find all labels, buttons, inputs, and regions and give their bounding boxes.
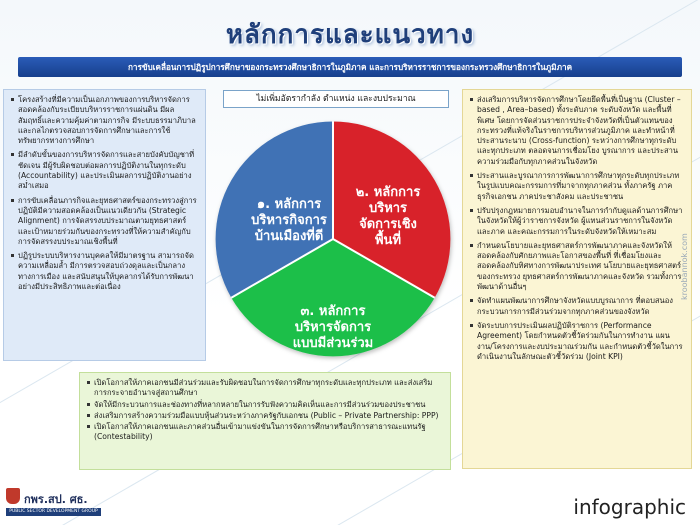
footer-label: infographic [573, 495, 686, 519]
seal-icon [6, 488, 20, 504]
organization-logo [6, 488, 101, 520]
pie-label-governance [236, 197, 342, 245]
left-panel-item: มีลำดับขั้นของการบริหารจัดการและสายบังคับบัญชาที่ชัดเจน มีผู้รับผิดชอบต่อผลการปฏิบัติงานในทุกระดับ (Accountability) และประเมินผลการปฏิบัติงานอย่างสม่ำเสมอ [18, 150, 198, 191]
right-panel-item: กำหนดนโยบายและยุทธศาสตร์การพัฒนาภาคและจังหวัดให้สอดคล้องกับศักยภาพและโอกาสของพื้นที่ ที่เชื่อมโยงและสอดคล้องกับทิศทางการพัฒนาประเทศ นโยบายและยุทธศาสตร์ของกระทรวง ยุทธศาสตร์การพัฒนาภาคและจังหวัด รวมทั้งการพัฒนาด้านอื่นๆ [477, 241, 684, 292]
right-panel-item: ส่งเสริมการบริหารจัดการศึกษาโดยยึดพื้นที่เป็นฐาน (Cluster – based , Area–based) ทั้งระดับภาค ระดับจังหวัด และพื้นที่พิเศษ โดยการจัดส่วนราชการประจำจังหวัดที่เป็นตัวแทนของกระทรวงที่แท้จริงในราชการบริหารส่วนภูมิภาค และทำหน้าที่ประสานระนาบ (Cross-function) ระหว่างการศึกษาทุกระดับและทุกประเภท ตลอดจนการเชื่อมโยง บูรณาการ และประสานความร่วมมือกับทุกภาคส่วนในจังหวัด [477, 95, 684, 167]
pie-label-line: บริหารกิจการ [251, 213, 327, 228]
bottom-panel-item: ส่งเสริมการสร้างความร่วมมือแบบหุ้นส่วนระหว่างภาครัฐกับเอกชน (Public – Private Partnership: PPP) [94, 411, 443, 421]
pie-label-line: ๒. หลักการ [355, 185, 421, 200]
budget-callout: ไม่เพิ่มอัตรากำลัง ตำแหน่ง และงบประมาณ [223, 90, 449, 108]
pie-label-line: ๓. หลักการ [300, 304, 366, 319]
logo-subtitle: PUBLIC SECTOR DEVELOPMENT GROUP [6, 508, 101, 516]
left-panel-item: ปฏิรูประบบบริหารงานบุคคลให้มีมาตรฐาน สามารถจัดความเหลื่อมล้ำ มีการตรวจสอบถ่วงดุลและเป็นกลางทางการเมือง และสนับสนุนให้บุคลากรได้รับการพัฒนาอย่างมีประสิทธิภาพและต่อเนื่อง [18, 251, 198, 292]
pie-label-line: บริหารจัดการ [294, 320, 372, 335]
pie-label-participation [268, 304, 398, 352]
pie-label-line: พื้นที่ [374, 233, 402, 248]
pie-label-line: บริหาร [368, 201, 408, 216]
pie-label-line: บ้านเมืองที่ดี [254, 229, 324, 244]
pie-label-line: ๑. หลักการ [256, 197, 322, 212]
right-panel-item: จัดระบบการประเมินผลปฏิบัติราชการ (Performance Agreement) โดยกำหนดตัวชี้วัดร่วมกันในการทำงาน แผนงาน/โครงการและงบประมาณร่วมกัน และกำหนดตัวชี้วัดในการดำเนินงานในลักษณะตัวชี้วัดร่วม (Joint KPI) [477, 320, 683, 361]
page-title: หลักการและแนวทาง [225, 20, 475, 50]
bottom-panel-item: จัดให้มีกระบวนการและช่องทางที่หลากหลายในการรับฟังความคิดเห็นและการมีส่วนร่วมของประชาชน [94, 400, 443, 410]
left-panel-item: การขับเคลื่อนภารกิจและยุทธศาสตร์ของกระทรวงสู่การปฏิบัติมีความสอดคล้องเป็นแนวเดียวกัน (Strategic Alignment) การจัดสรรงบประมาณตามยุทธศาสตร์และเป้าหมายร่วมกันของกระทรวงที่ให้ความสำคัญกับการจัดสรรงบประมาณเชิงพื้นที่ [18, 195, 197, 246]
left-panel-item: โครงสร้างที่มีความเป็นเอกภาพของการบริหารจัดการ สอดคล้องกับระเบียบบริหารราชการแผ่นดิน มีผลสัมฤทธิ์และความคุ้มค่าตามการกิจ มีระบบธรรมาภิบาลและกลไกตรวจสอบการจัดการศึกษาและการใช้ทรัพยากรทางการศึกษา [18, 95, 198, 146]
pie-label-area-based [340, 185, 436, 249]
bottom-panel-item: เปิดโอกาสให้ภาคเอกชนและภาคส่วนอื่นเข้ามาแข่งขันในการจัดการศึกษาหรือบริการสาธารณะแทนรัฐ (Contestability) [94, 422, 443, 443]
right-panel-item: ประสานและบูรณาการการพัฒนาการศึกษาทุกระดับทุกประเภท ในรูปแบบคณะกรรมการที่มาจากทุกภาคส่วน ทั้งภาครัฐ ภาคธุรกิจเอกชน ภาคประชาสังคม และประชาชน [477, 171, 684, 202]
header-banner: การขับเคลื่อนการปฏิรูปการศึกษาของกระทรวงศึกษาธิการในภูมิภาค และการบริหารราชการของกระทรวงศึกษาธิการในภูมิภาค [18, 57, 682, 77]
bottom-panel-item: เปิดโอกาสให้ภาคเอกชนมีส่วนร่วมและรับผิดชอบในการจัดการศึกษาทุกระดับและทุกประเภท และส่งเสริมการกระจายอำนาจสู่สถานศึกษา [94, 378, 443, 399]
watermark-text: kroobannok.com [680, 233, 689, 300]
pie-label-line: แบบมีส่วนร่วม [292, 336, 374, 351]
right-panel-item: จัดทำแผนพัฒนาการศึกษาจังหวัดแบบบูรณาการ ที่ตอบสนองกระบวนการการมีส่วนร่วมจากทุกภาคส่วนของจังหวัด [477, 296, 684, 317]
logo-text: กพร.สป. ศธ. [24, 493, 88, 506]
pie-label-line: จัดการเชิง [359, 217, 417, 232]
right-panel-item: ปรับปรุงกฎหมายการมอบอำนาจในการกำกับดูแลด้านการศึกษาในจังหวัดให้ผู้ว่าราชการจังหวัด ผู้แทนส่วนราชการในจังหวัดและภาค และคณะกรรมการในระดับจังหวัดให้เหมาะสม [477, 205, 683, 236]
